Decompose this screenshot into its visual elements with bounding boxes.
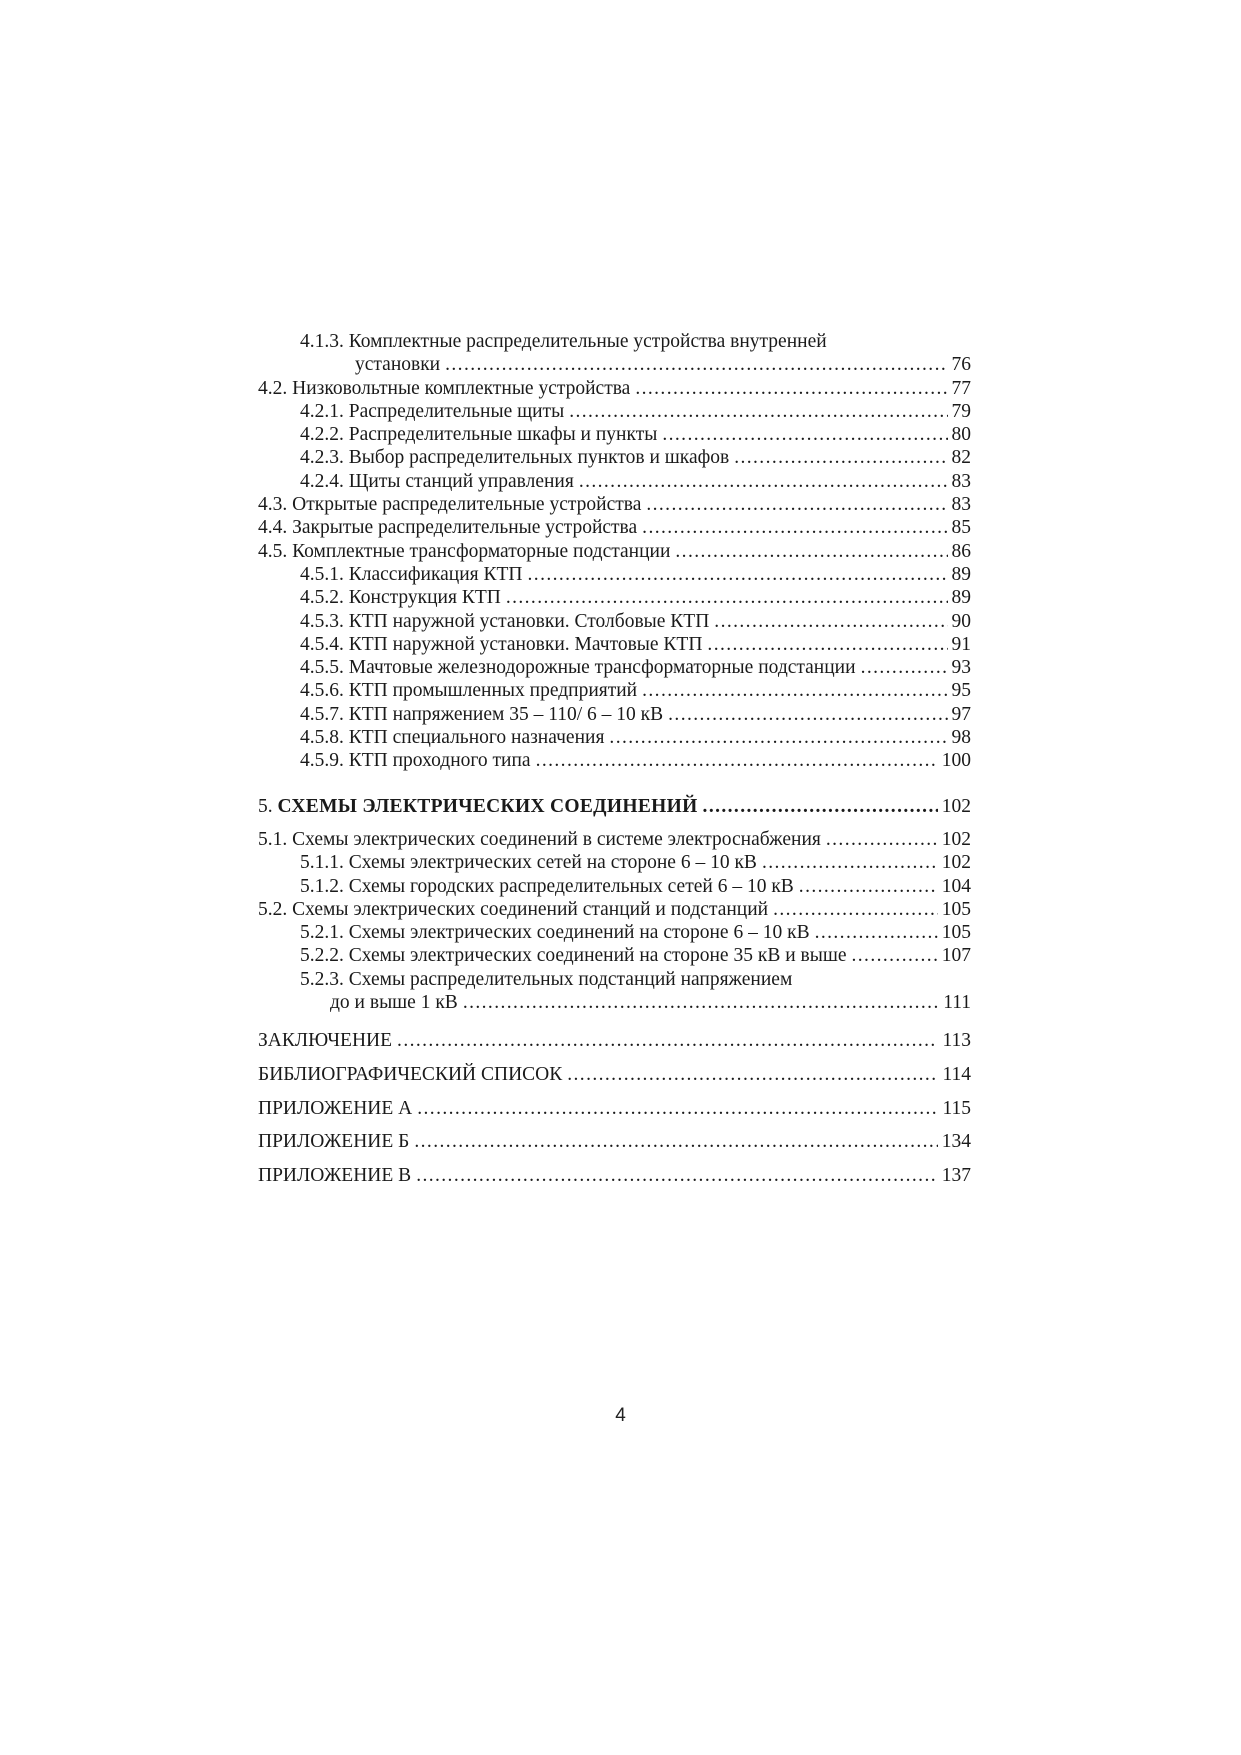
toc-entry-label: 4.3. Открытые распределительные устройства [258, 494, 642, 516]
toc-entry-page: 107 [941, 945, 971, 967]
dot-leader [635, 377, 947, 400]
toc-section-heading[interactable] [258, 795, 971, 818]
toc-entry[interactable] [258, 633, 971, 656]
toc-entry-label: 4.4. Закрытые распределительные устройства [258, 517, 638, 539]
toc-entry-label: БИБЛИОГРАФИЧЕСКИЙ СПИСОК [258, 1063, 563, 1085]
dot-leader [536, 749, 938, 772]
toc-entry-page: 86 [951, 540, 971, 562]
toc-entry-label: 4.2. Низковольтные комплектные устройства [258, 377, 631, 399]
dot-leader [714, 610, 947, 633]
toc-entry[interactable] [258, 470, 971, 493]
spacer [258, 818, 971, 828]
dot-leader [417, 1092, 938, 1126]
toc-entry-label: 4.2.1. Распределительные щиты [300, 400, 565, 422]
toc-entry[interactable] [258, 377, 971, 400]
toc-entry-page: 91 [951, 633, 971, 655]
toc-entry-label: 4.5.4. КТП наружной установки. Мачтовые КТП [300, 633, 703, 655]
toc-entry-page: 89 [951, 587, 971, 609]
toc-section-heading-label [258, 795, 703, 818]
toc-entry-page: 97 [951, 703, 971, 725]
toc-entry[interactable] [258, 828, 971, 851]
dot-leader [646, 493, 947, 516]
toc-entry-label: 4.5.5. Мачтовые железнодорожные трансформаторные подстанции [300, 657, 856, 679]
dot-leader [416, 1159, 938, 1193]
dot-leader [414, 1125, 937, 1159]
toc-entry-label: ПРИЛОЖЕНИЕ Б [258, 1131, 410, 1153]
toc-part-5 [258, 828, 971, 1014]
toc-entry-label: 4.5.7. КТП напряжением 35 – 110/ 6 – 10 кВ [300, 703, 664, 725]
toc-entry-page: 76 [951, 354, 971, 376]
dot-leader [703, 795, 938, 818]
toc-entry[interactable] [258, 516, 971, 539]
toc-entry[interactable] [258, 586, 971, 609]
toc-entry[interactable] [258, 563, 971, 586]
toc-entry-page: 89 [951, 563, 971, 585]
toc-entry[interactable] [258, 726, 971, 749]
toc-entry[interactable] [258, 1159, 971, 1193]
toc-entry[interactable] [258, 400, 971, 423]
toc-entry-label: 4.5.1. Классификация КТП [300, 563, 523, 585]
toc-entry-page: 102 [941, 828, 971, 850]
toc-entry[interactable] [258, 493, 971, 516]
toc-entry-label: 4.1.3. Комплектные распределительные устройства внутренней [300, 331, 827, 352]
dot-leader [642, 516, 947, 539]
dot-leader [609, 726, 947, 749]
toc-part-4 [258, 330, 971, 773]
toc-entry-page: 113 [942, 1030, 971, 1052]
toc-entry-label: 5.1.2. Схемы городских распределительных сетей 6 – 10 кВ [300, 875, 794, 897]
toc-entry[interactable] [258, 1024, 971, 1058]
toc-entry[interactable] [258, 610, 971, 633]
dot-leader [463, 991, 939, 1014]
toc-entry-page: 111 [943, 992, 971, 1014]
toc-entry[interactable] [258, 898, 971, 921]
toc-entry-label: 4.5.8. КТП специального назначения [300, 727, 605, 749]
toc-entry[interactable] [258, 968, 971, 991]
toc-entry-page: 90 [951, 610, 971, 632]
toc-entry[interactable] [258, 851, 971, 874]
toc-entry-page: 100 [941, 750, 971, 772]
toc-entry-page: 83 [951, 494, 971, 516]
toc-entry-label: ПРИЛОЖЕНИЕ В [258, 1164, 412, 1186]
toc-entry[interactable] [258, 446, 971, 469]
toc-entry-page: 104 [941, 875, 971, 897]
toc-entry-label: 4.2.4. Щиты станций управления [300, 470, 574, 492]
toc-entry[interactable] [258, 921, 971, 944]
toc-entry-page: 83 [951, 470, 971, 492]
toc-entry-label: ЗАКЛЮЧЕНИЕ [258, 1030, 393, 1052]
toc-entry[interactable] [258, 1125, 971, 1159]
dot-leader [852, 944, 938, 967]
toc-entry-label: 5.2. Схемы электрических соединений станций и подстанций [258, 898, 769, 920]
toc-entry-label: ПРИЛОЖЕНИЕ А [258, 1097, 413, 1119]
toc-entry[interactable] [258, 703, 971, 726]
toc-entry-label: до и выше 1 кВ [330, 992, 458, 1014]
dot-leader [506, 586, 948, 609]
toc-entry-label: 4.5.9. КТП проходного типа [300, 750, 531, 772]
page-number: 4 [615, 1405, 626, 1426]
toc-endmatter [258, 1024, 971, 1192]
toc-entry-page: 79 [951, 400, 971, 422]
toc-entry-label: 5.2.3. Схемы распределительных подстанций напряжением [300, 968, 793, 990]
toc-entry-page: 137 [941, 1164, 971, 1186]
toc-entry[interactable] [258, 423, 971, 446]
dot-leader [762, 851, 938, 874]
toc-entry[interactable] [258, 656, 971, 679]
dot-leader [799, 875, 938, 898]
toc-entry-page: 105 [941, 898, 971, 920]
section-number: 5. [258, 795, 273, 817]
toc-entry-label: 5.1. Схемы электрических соединений в системе электроснабжения [258, 828, 821, 850]
dot-leader [662, 423, 947, 446]
toc-entry-label: установки [355, 354, 441, 376]
dot-leader [642, 679, 947, 702]
toc-entry-label: 4.5.2. Конструкция КТП [300, 587, 501, 609]
toc-entry-page: 77 [951, 377, 971, 399]
dot-leader [567, 1058, 938, 1092]
dot-leader [569, 400, 947, 423]
dot-leader [815, 921, 938, 944]
dot-leader [579, 470, 948, 493]
toc-entry-label: 5.2.2. Схемы электрических соединений на стороне 35 кВ и выше [300, 945, 847, 967]
dot-leader [861, 656, 948, 679]
toc-entry-label: 4.5.3. КТП наружной установки. Столбовые КТП [300, 610, 710, 632]
toc-entry-label: 5.1.1. Схемы электрических сетей на стороне 6 – 10 кВ [300, 852, 757, 874]
toc-entry-page: 95 [951, 680, 971, 702]
dot-leader [734, 446, 947, 469]
dot-leader [707, 633, 947, 656]
toc-entry-label: 4.5.6. КТП промышленных предприятий [300, 680, 638, 702]
toc-entry-page: 93 [951, 657, 971, 679]
toc-entry-page: 85 [951, 517, 971, 539]
toc-entry-label: 4.2.3. Выбор распределительных пунктов и шкафов [300, 447, 730, 469]
toc-entry[interactable] [258, 353, 971, 376]
section-title: СХЕМЫ ЭЛЕКТРИЧЕСКИХ СОЕДИНЕНИЙ [277, 795, 698, 817]
toc-entry[interactable] [258, 875, 971, 898]
toc-entry-page: 98 [951, 727, 971, 749]
toc-entry-page: 105 [941, 922, 971, 944]
dot-leader [445, 353, 947, 376]
toc-entry[interactable] [258, 944, 971, 967]
toc-entry-page: 82 [951, 447, 971, 469]
toc-entry-page: 102 [941, 852, 971, 874]
toc-entry[interactable] [258, 679, 971, 702]
toc-entry-label: 5.2.1. Схемы электрических соединений на стороне 6 – 10 кВ [300, 922, 810, 944]
dot-leader [668, 703, 947, 726]
toc-entry-page: 80 [951, 424, 971, 446]
toc-entry-label: 4.2.2. Распределительные шкафы и пункты [300, 424, 658, 446]
dot-leader [528, 563, 948, 586]
spacer [258, 1014, 971, 1024]
toc-entry[interactable] [258, 1058, 971, 1092]
toc-entry[interactable] [258, 1092, 971, 1126]
toc-entry[interactable] [258, 749, 971, 772]
table-of-contents [258, 330, 971, 1192]
spacer [258, 773, 971, 795]
toc-entry-page: 102 [941, 795, 971, 817]
toc-entry[interactable] [258, 330, 971, 353]
toc-entry-page: 115 [942, 1097, 971, 1119]
toc-entry-page: 134 [941, 1131, 971, 1153]
toc-entry-page: 114 [942, 1063, 971, 1085]
toc-entry[interactable] [258, 991, 971, 1014]
dot-leader [675, 540, 947, 563]
toc-entry[interactable] [258, 540, 971, 563]
dot-leader [826, 828, 938, 851]
toc-entry-label: 4.5. Комплектные трансформаторные подстанции [258, 540, 671, 562]
dot-leader [397, 1024, 938, 1058]
dot-leader [773, 898, 938, 921]
